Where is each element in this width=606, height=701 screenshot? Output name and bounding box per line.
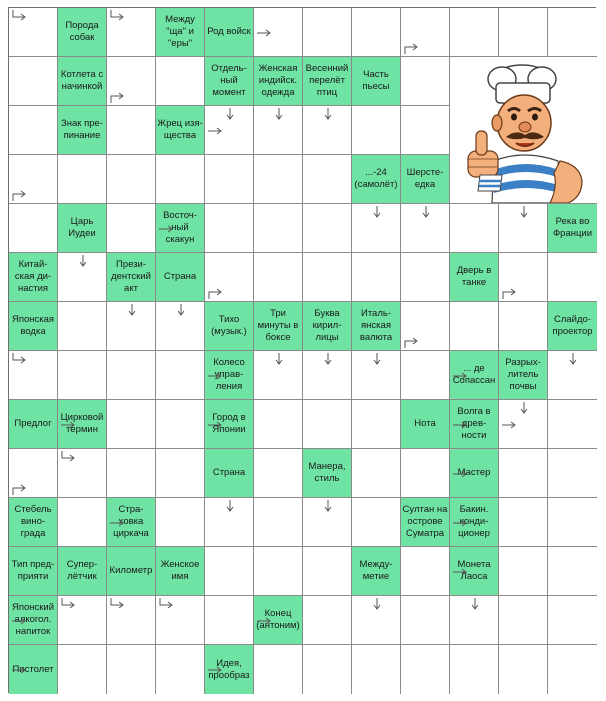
clue-cell: [352, 57, 401, 106]
clue-cell: [9, 498, 58, 547]
clue-cell: [205, 57, 254, 106]
answer-cell[interactable]: [548, 498, 597, 547]
answer-cell[interactable]: [9, 155, 58, 204]
answer-cell[interactable]: [156, 351, 205, 400]
clue-cell: [156, 8, 205, 57]
clue-text: Дверь в танке: [456, 265, 492, 288]
clue-cell: [303, 57, 352, 106]
answer-cell[interactable]: [156, 449, 205, 498]
clue-cell: [205, 302, 254, 351]
answer-cell[interactable]: [548, 596, 597, 645]
answer-cell[interactable]: [9, 204, 58, 253]
answer-cell[interactable]: [156, 400, 205, 449]
clue-cell: [254, 57, 303, 106]
clue-text: Китай- ская ди- настия: [14, 259, 52, 294]
clue-cell: [303, 449, 352, 498]
clue-text: Идея, прообраз: [208, 657, 250, 681]
answer-cell[interactable]: [254, 400, 303, 449]
answer-cell[interactable]: [303, 498, 352, 547]
clue-cell: [58, 106, 107, 155]
answer-cell[interactable]: [107, 302, 156, 351]
clue-text: Шерсте- едка: [406, 167, 444, 190]
answer-cell[interactable]: [156, 57, 205, 106]
clue-text: Между "ща" и "еры": [165, 14, 195, 49]
answer-cell[interactable]: [107, 400, 156, 449]
answer-cell[interactable]: [107, 645, 156, 694]
answer-cell[interactable]: [303, 596, 352, 645]
clue-text: Италь- янская валюта: [359, 308, 393, 343]
clue-text: Страна: [163, 271, 197, 282]
clue-cell: [548, 204, 597, 253]
answer-cell[interactable]: [352, 498, 401, 547]
answer-cell[interactable]: [499, 596, 548, 645]
clue-text: Буква кирил- лицы: [312, 308, 342, 343]
clue-text: Японская водка: [11, 314, 55, 337]
answer-cell[interactable]: [499, 645, 548, 694]
clue-text: Род войск: [207, 26, 251, 37]
answer-cell[interactable]: [548, 8, 597, 57]
clue-text: Японский алкогол. напиток: [11, 602, 55, 637]
clue-text: Нота: [414, 418, 436, 429]
clue-text: Царь Иудеи: [68, 216, 96, 239]
answer-cell[interactable]: [107, 57, 156, 106]
answer-cell[interactable]: [303, 547, 352, 596]
clue-text: Волга в древ- ности: [457, 406, 491, 441]
answer-cell[interactable]: [303, 106, 352, 155]
clue-text: Султан на острове Суматра: [402, 504, 448, 539]
answer-cell[interactable]: [254, 106, 303, 155]
clue-cell: [156, 547, 205, 596]
answer-cell[interactable]: [254, 449, 303, 498]
answer-cell[interactable]: [401, 8, 450, 57]
answer-cell[interactable]: [352, 253, 401, 302]
answer-cell[interactable]: [107, 8, 156, 57]
clue-text: Стра- ховка циркача: [113, 504, 149, 539]
answer-cell[interactable]: [499, 449, 548, 498]
answer-cell[interactable]: [58, 253, 107, 302]
answer-cell[interactable]: [352, 449, 401, 498]
clue-cell: [401, 498, 450, 547]
answer-cell[interactable]: [303, 645, 352, 694]
clue-text: Стебель вино- града: [14, 504, 52, 539]
answer-cell[interactable]: [499, 253, 548, 302]
answer-cell[interactable]: [450, 204, 499, 253]
clue-text: Порода собак: [65, 20, 99, 43]
clue-cell: [9, 253, 58, 302]
answer-cell[interactable]: [107, 351, 156, 400]
answer-cell[interactable]: [548, 351, 597, 400]
answer-cell[interactable]: [352, 204, 401, 253]
answer-cell[interactable]: [156, 596, 205, 645]
answer-cell[interactable]: [548, 547, 597, 596]
clue-cell: [450, 400, 499, 449]
clue-cell: [450, 253, 499, 302]
clue-cell: [156, 204, 205, 253]
clue-cell: [450, 547, 499, 596]
answer-cell[interactable]: [254, 498, 303, 547]
answer-cell[interactable]: [548, 400, 597, 449]
answer-cell[interactable]: [401, 547, 450, 596]
clue-cell: [156, 253, 205, 302]
clue-text: Манера, стиль: [308, 461, 346, 484]
clue-cell: [9, 645, 58, 694]
answer-cell[interactable]: [303, 204, 352, 253]
clue-cell: [254, 596, 303, 645]
answer-cell[interactable]: [303, 155, 352, 204]
clue-cell: [450, 498, 499, 547]
answer-cell[interactable]: [58, 351, 107, 400]
answer-cell[interactable]: [107, 596, 156, 645]
answer-cell[interactable]: [156, 302, 205, 351]
answer-cell[interactable]: [205, 106, 254, 155]
answer-cell[interactable]: [450, 302, 499, 351]
clue-text: Прези- дентский акт: [111, 259, 151, 294]
clue-cell: [352, 547, 401, 596]
answer-cell[interactable]: [254, 253, 303, 302]
answer-cell[interactable]: [205, 204, 254, 253]
answer-cell[interactable]: [401, 204, 450, 253]
clue-text: Тип пред- прияти: [11, 559, 55, 582]
clue-text: Женская индийск. одежда: [258, 63, 298, 98]
answer-cell[interactable]: [9, 8, 58, 57]
answer-cell[interactable]: [499, 8, 548, 57]
clue-cell: [58, 400, 107, 449]
clue-cell: [450, 351, 499, 400]
clue-cell: [58, 57, 107, 106]
clue-cell: [303, 302, 352, 351]
clue-cell: [58, 547, 107, 596]
answer-cell[interactable]: [9, 57, 58, 106]
answer-cell[interactable]: [205, 596, 254, 645]
clue-text: Бакин. конди- ционер: [458, 504, 490, 539]
answer-cell[interactable]: [548, 449, 597, 498]
answer-cell[interactable]: [548, 645, 597, 694]
answer-cell[interactable]: [205, 155, 254, 204]
clue-text: Колесо управ- ления: [213, 357, 245, 392]
answer-cell[interactable]: [303, 8, 352, 57]
answer-cell[interactable]: [303, 351, 352, 400]
clue-cell: [205, 449, 254, 498]
answer-cell[interactable]: [450, 8, 499, 57]
clue-text: Конец (антоним): [256, 608, 300, 631]
clue-cell: [107, 547, 156, 596]
answer-cell[interactable]: [58, 498, 107, 547]
scanword-grid: [8, 7, 596, 693]
answer-cell[interactable]: [499, 498, 548, 547]
answer-cell[interactable]: [499, 302, 548, 351]
clue-cell: [401, 400, 450, 449]
answer-cell[interactable]: [156, 498, 205, 547]
clue-cell: [58, 8, 107, 57]
clue-cell: [9, 547, 58, 596]
clue-cell: [548, 302, 597, 351]
answer-cell[interactable]: [107, 155, 156, 204]
clue-text: Котлета с начинкой: [60, 69, 104, 92]
clue-text: Предлог: [14, 418, 52, 429]
answer-cell[interactable]: [450, 645, 499, 694]
clue-text: Супер- лётчик: [66, 559, 98, 582]
clue-text: Между- метие: [359, 559, 393, 582]
answer-cell[interactable]: [58, 645, 107, 694]
clue-text: Пистолет: [12, 663, 54, 675]
clue-cell: [156, 106, 205, 155]
answer-cell[interactable]: [156, 155, 205, 204]
answer-cell[interactable]: [205, 547, 254, 596]
clue-cell: [107, 253, 156, 302]
answer-cell[interactable]: [499, 547, 548, 596]
answer-cell[interactable]: [499, 204, 548, 253]
clue-text: Жрец изя- щества: [157, 118, 203, 141]
answer-cell[interactable]: [156, 645, 205, 694]
clue-text: Слайдо- проектор: [552, 314, 593, 337]
answer-cell[interactable]: [205, 498, 254, 547]
answer-cell[interactable]: [107, 106, 156, 155]
clue-cell: [401, 155, 450, 204]
answer-cell[interactable]: [254, 645, 303, 694]
answer-cell[interactable]: [9, 106, 58, 155]
clue-text: Страна: [212, 467, 246, 478]
clue-cell: [205, 351, 254, 400]
answer-cell[interactable]: [58, 155, 107, 204]
clue-cell: [107, 498, 156, 547]
clue-text: Восточ- ный скакун: [163, 210, 197, 245]
clue-text: Разрых- литель почвы: [505, 357, 541, 392]
clue-cell: [205, 400, 254, 449]
answer-cell[interactable]: [401, 449, 450, 498]
answer-cell[interactable]: [548, 253, 597, 302]
clue-text: Река во Франции: [552, 216, 593, 239]
answer-cell[interactable]: [58, 302, 107, 351]
answer-cell[interactable]: [352, 645, 401, 694]
clue-text: Весенний перелёт птиц: [305, 63, 349, 98]
clue-cell: [352, 302, 401, 351]
answer-cell[interactable]: [352, 351, 401, 400]
clue-cell: [9, 400, 58, 449]
answer-cell[interactable]: [254, 155, 303, 204]
clue-text: Монета Лаоса: [457, 559, 491, 582]
clue-text: Знак пре- пинание: [61, 118, 103, 141]
answer-cell[interactable]: [401, 106, 450, 155]
clue-text: Женское имя: [160, 559, 200, 582]
clue-text: Мастер: [457, 467, 491, 478]
clue-text: Три минуты в боксе: [257, 308, 299, 343]
answer-cell[interactable]: [499, 400, 548, 449]
answer-cell[interactable]: [401, 57, 450, 106]
clue-cell: [58, 204, 107, 253]
answer-cell[interactable]: [352, 400, 401, 449]
clue-text: Город в Японии: [212, 412, 246, 435]
answer-cell[interactable]: [352, 596, 401, 645]
clue-cell: [352, 155, 401, 204]
answer-cell[interactable]: [352, 106, 401, 155]
clue-text: ... де Сопассан: [452, 363, 496, 386]
chef-thumbs-up-image: [450, 57, 597, 204]
answer-cell[interactable]: [58, 596, 107, 645]
answer-cell[interactable]: [401, 302, 450, 351]
answer-cell[interactable]: [254, 547, 303, 596]
answer-cell[interactable]: [107, 204, 156, 253]
clue-text: Цирковой термин: [60, 412, 104, 435]
answer-cell[interactable]: [401, 351, 450, 400]
clue-text: Тихо (музык.): [211, 314, 247, 337]
answer-cell[interactable]: [401, 253, 450, 302]
answer-cell[interactable]: [58, 449, 107, 498]
answer-cell[interactable]: [450, 596, 499, 645]
clue-cell: [254, 302, 303, 351]
clue-cell: [9, 596, 58, 645]
answer-cell[interactable]: [254, 204, 303, 253]
clue-text: Отдель- ный момент: [211, 63, 247, 98]
clue-text: ...-24 (самолёт): [354, 167, 398, 190]
answer-cell[interactable]: [9, 351, 58, 400]
answer-cell[interactable]: [254, 8, 303, 57]
answer-cell[interactable]: [401, 596, 450, 645]
answer-cell[interactable]: [303, 400, 352, 449]
clue-cell: [450, 449, 499, 498]
clue-cell: [205, 8, 254, 57]
clue-text: Километр: [109, 565, 153, 576]
answer-cell[interactable]: [9, 449, 58, 498]
answer-cell[interactable]: [303, 253, 352, 302]
answer-cell[interactable]: [352, 8, 401, 57]
answer-cell[interactable]: [205, 253, 254, 302]
answer-cell[interactable]: [107, 449, 156, 498]
clue-cell: [499, 351, 548, 400]
clue-cell: [9, 302, 58, 351]
clue-cell: [205, 645, 254, 694]
answer-cell[interactable]: [254, 351, 303, 400]
answer-cell[interactable]: [401, 645, 450, 694]
clue-text: Часть пьесы: [362, 69, 390, 92]
